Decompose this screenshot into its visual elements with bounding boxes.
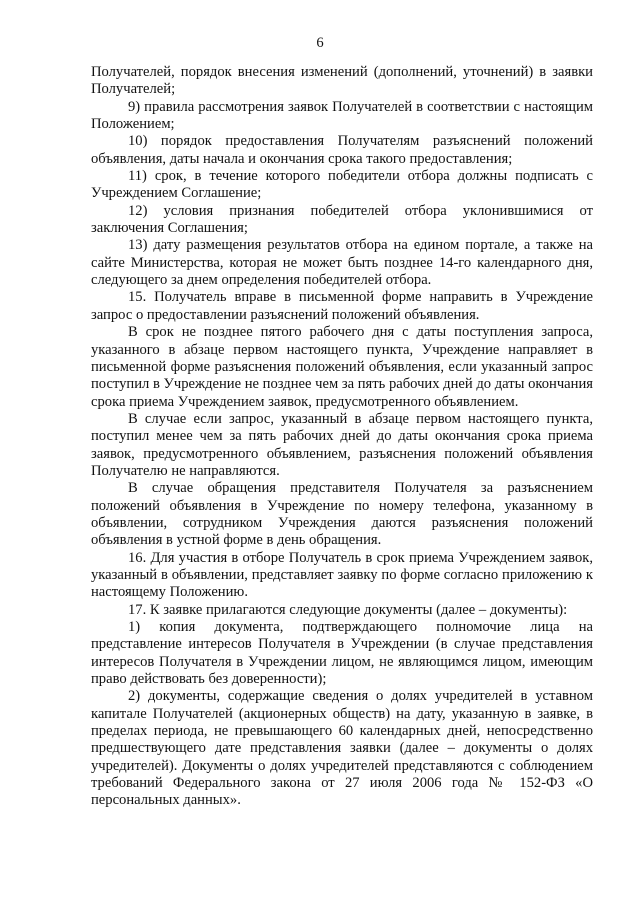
paragraph: В случае если запрос, указанный в абзаце первом настоящего пункта, поступил менее чем за пять рабочих дней до даты окончания срока приема заявок, предусмотренного объявлением, разъяснения положений объявления Получателю не направляются. bbox=[91, 410, 593, 479]
paragraph: В срок не позднее пятого рабочего дня с даты поступления запроса, указанного в абзаце первом настоящего пункта, Учреждение направляет в письменной форме разъяснения положений объявления, если указанный запрос поступил в Учреждение не позднее чем за пять рабочих дней до даты окончания срока приема Учреждением заявок, предусмотренного объявлением. bbox=[91, 324, 593, 410]
paragraph: 1) копия документа, подтверждающего полномочие лица на представление интересов Получателя в Учреждении (в случае представления интересов Получателя в Учреждении лицом, не являющимся лицом, имеющим право действовать без доверенности); bbox=[91, 619, 593, 688]
document-body bbox=[91, 64, 593, 810]
page-number: 6 bbox=[316, 35, 324, 51]
paragraph: 15. Получатель вправе в письменной форме направить в Учреждение запрос о предоставлении разъяснений положений объявления. bbox=[91, 289, 593, 323]
paragraph: 13) дату размещения результатов отбора на едином портале, а также на сайте Министерства, которая не может быть позднее 14-го календарного дня, следующего за днем определения победителей отбора. bbox=[91, 237, 593, 289]
paragraph: 10) порядок предоставления Получателям разъяснений положений объявления, даты начала и окончания срока такого предоставления; bbox=[91, 133, 593, 167]
paragraph: 11) срок, в течение которого победители отбора должны подписать с Учреждением Соглашение; bbox=[91, 168, 593, 202]
paragraph: Получателей, порядок внесения изменений (дополнений, уточнений) в заявки Получателей; bbox=[91, 64, 593, 98]
paragraph: 9) правила рассмотрения заявок Получателей в соответствии с настоящим Положением; bbox=[91, 98, 593, 133]
paragraph: В случае обращения представителя Получателя за разъяснением положений объявления в Учреждение по номеру телефона, указанному в объявлении, сотрудником Учреждения даются разъяснения положений объявления в устной форме в день обращения. bbox=[91, 480, 593, 549]
paragraph: 16. Для участия в отборе Получатель в срок приема Учреждением заявок, указанный в объявлении, представляет заявку по форме согласно приложению к настоящему Положению. bbox=[91, 549, 593, 601]
paragraph: 17. К заявке прилагаются следующие документы (далее – документы): bbox=[128, 601, 568, 618]
paragraph: 12) условия признания победителей отбора уклонившимися от заключения Соглашения; bbox=[91, 202, 593, 237]
paragraph: 2) документы, содержащие сведения о долях учредителей в уставном капитале Получателей (акционерных обществ) на дату, указанную в заявке, в пределах периода, не превышающего 60 календарных дней, непосредственно предшествующего дате представления заявки (далее – документы о долях учредителей). Документы о долях учредителей представляются с соблюдением требований Федерального закона от 27 июля 2006 года № 152-ФЗ «О персональных данных». bbox=[91, 688, 593, 809]
